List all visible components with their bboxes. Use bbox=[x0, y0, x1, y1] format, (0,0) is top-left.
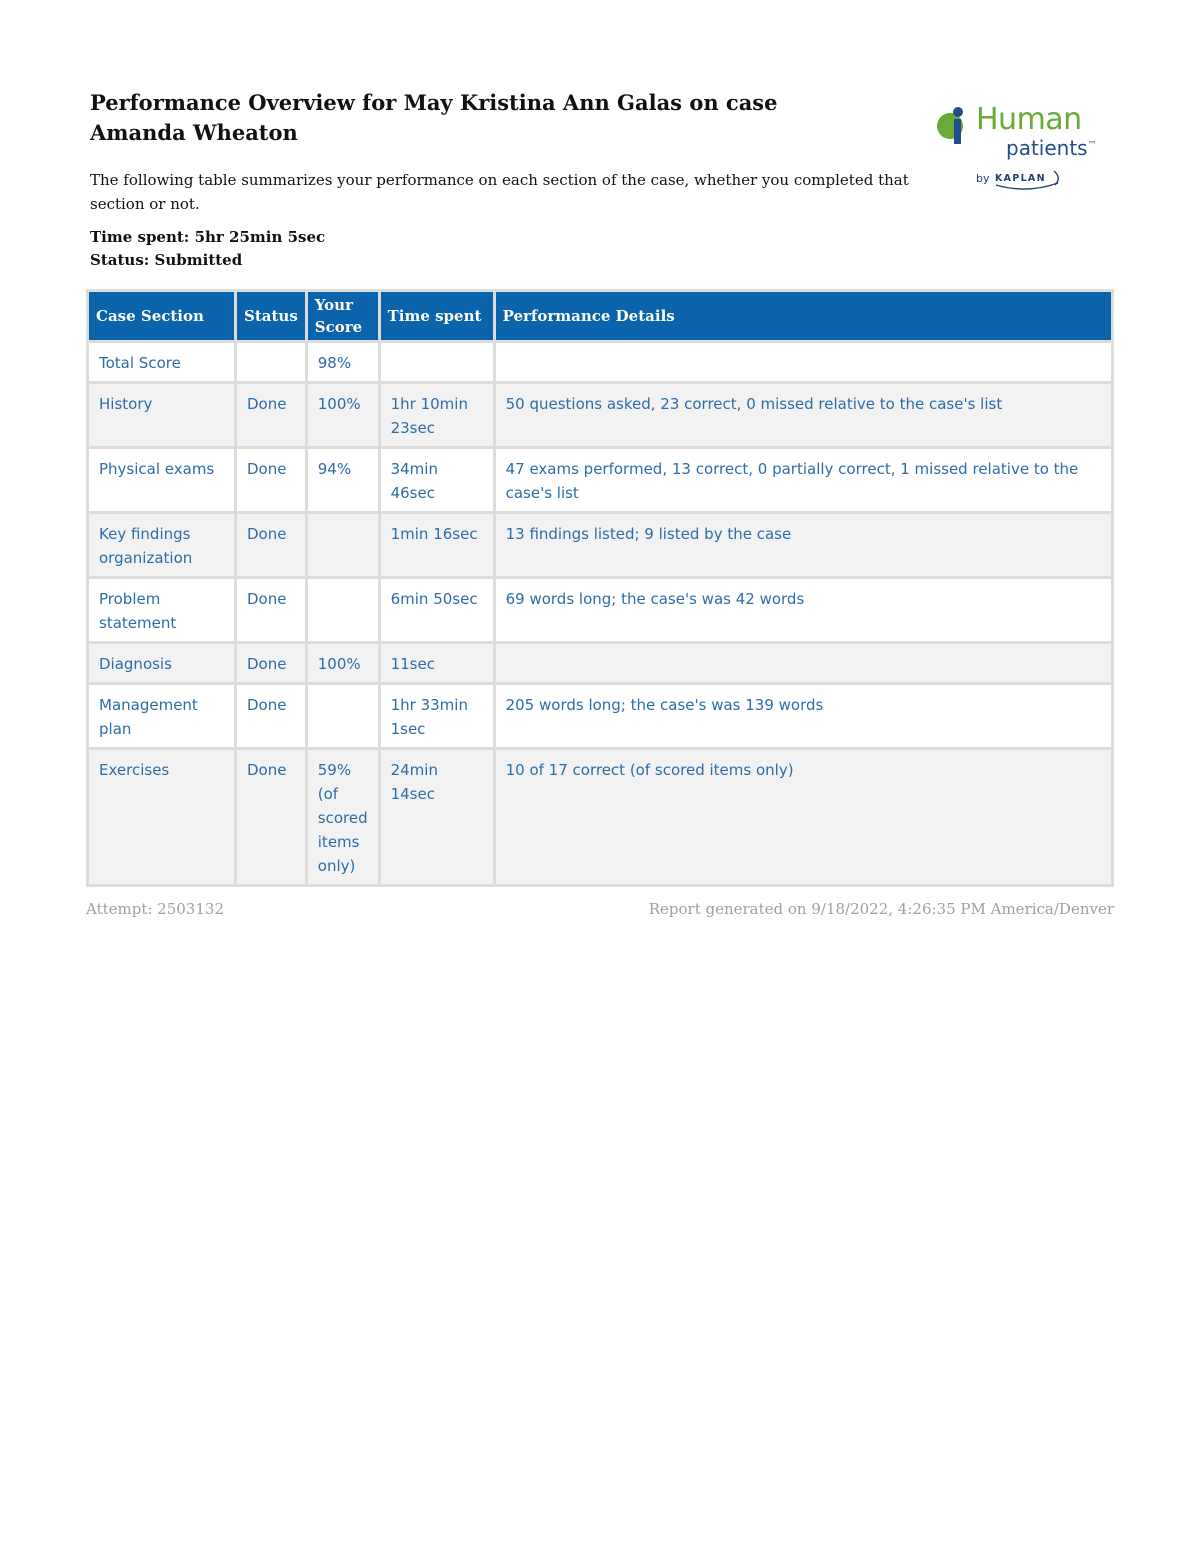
cell-details: 205 words long; the case's was 139 words bbox=[496, 685, 1114, 750]
cell-status: Done bbox=[237, 514, 308, 579]
cell-status: Done bbox=[237, 449, 308, 514]
cell-score: 100% bbox=[308, 644, 381, 685]
status-text: Status: Submitted bbox=[90, 251, 243, 269]
cell-details: 50 questions asked, 23 correct, 0 missed relative to the case's list bbox=[496, 384, 1114, 449]
header-case-section: Case Section bbox=[86, 289, 237, 343]
cell-time: 34min 46sec bbox=[381, 449, 496, 514]
cell-score bbox=[308, 579, 381, 644]
cell-section: Total Score bbox=[86, 343, 237, 384]
cell-time: 1hr 33min 1sec bbox=[381, 685, 496, 750]
cell-status: Done bbox=[237, 384, 308, 449]
cell-details: 47 exams performed, 13 correct, 0 partially correct, 1 missed relative to the case's list bbox=[496, 449, 1114, 514]
cell-section: Exercises bbox=[86, 750, 237, 887]
cell-status: Done bbox=[237, 644, 308, 685]
logo-human-text: Human bbox=[976, 102, 1082, 137]
cell-score: 100% bbox=[308, 384, 381, 449]
cell-time: 1min 16sec bbox=[381, 514, 496, 579]
table-row-problem-statement bbox=[86, 579, 1114, 644]
report-generated: Report generated on 9/18/2022, 4:26:35 PM America/Denver bbox=[648, 900, 1114, 918]
cell-details: 69 words long; the case's was 42 words bbox=[496, 579, 1114, 644]
cell-details bbox=[496, 343, 1114, 384]
cell-score bbox=[308, 514, 381, 579]
intro-text: The following table summarizes your performance on each section of the case, whether you completed that section or not. bbox=[90, 171, 909, 213]
cell-details bbox=[496, 644, 1114, 685]
cell-time: 24min 14sec bbox=[381, 750, 496, 887]
table-header-row bbox=[86, 289, 1114, 343]
cell-section: Physical exams bbox=[86, 449, 237, 514]
cell-time: 6min 50sec bbox=[381, 579, 496, 644]
cell-details: 13 findings listed; 9 listed by the case bbox=[496, 514, 1114, 579]
cell-score: 94% bbox=[308, 449, 381, 514]
cell-time: 1hr 10min 23sec bbox=[381, 384, 496, 449]
cell-time bbox=[381, 343, 496, 384]
logo-by-text: by bbox=[976, 172, 990, 185]
cell-status: Done bbox=[237, 685, 308, 750]
cell-details: 10 of 17 correct (of scored items only) bbox=[496, 750, 1114, 887]
header-status: Status bbox=[237, 289, 308, 343]
table-row-diagnosis bbox=[86, 644, 1114, 685]
cell-time: 11sec bbox=[381, 644, 496, 685]
cell-status: Done bbox=[237, 579, 308, 644]
logo-kaplan-text: KAPLAN bbox=[995, 173, 1046, 184]
cell-score: 59% (of scored items only) bbox=[308, 750, 381, 887]
performance-table bbox=[86, 289, 1114, 887]
table-row-exercises bbox=[86, 750, 1114, 887]
table-row-total-score bbox=[86, 343, 1114, 384]
cell-section: Management plan bbox=[86, 685, 237, 750]
cell-status bbox=[237, 343, 308, 384]
cell-score: 98% bbox=[308, 343, 381, 384]
table-row-physical-exams bbox=[86, 449, 1114, 514]
page-title: Performance Overview for May Kristina Ann Galas on case Amanda Wheaton bbox=[90, 90, 778, 145]
time-spent: Time spent: 5hr 25min 5sec bbox=[90, 228, 326, 246]
table-row-key-findings bbox=[86, 514, 1114, 579]
cell-section: History bbox=[86, 384, 237, 449]
ihuman-mark-icon bbox=[936, 106, 980, 146]
cell-status: Done bbox=[237, 750, 308, 887]
summary-meta bbox=[90, 226, 325, 272]
table-row-management-plan bbox=[86, 685, 1114, 750]
cell-section: Key findings organization bbox=[86, 514, 237, 579]
header-performance-details: Performance Details bbox=[496, 289, 1114, 343]
logo-patients-word: patients bbox=[1006, 136, 1088, 160]
table-row-history bbox=[86, 384, 1114, 449]
ihuman-patients-logo bbox=[936, 104, 1106, 196]
cell-section: Diagnosis bbox=[86, 644, 237, 685]
logo-patients-text bbox=[1006, 136, 1097, 160]
kaplan-logo-icon bbox=[992, 168, 1062, 190]
header-your-score: Your Score bbox=[308, 289, 381, 343]
header-time-spent: Time spent bbox=[381, 289, 496, 343]
cell-section: Problem statement bbox=[86, 579, 237, 644]
logo-tm: ™ bbox=[1087, 140, 1097, 151]
cell-score bbox=[308, 685, 381, 750]
attempt-id: Attempt: 2503132 bbox=[86, 900, 224, 918]
